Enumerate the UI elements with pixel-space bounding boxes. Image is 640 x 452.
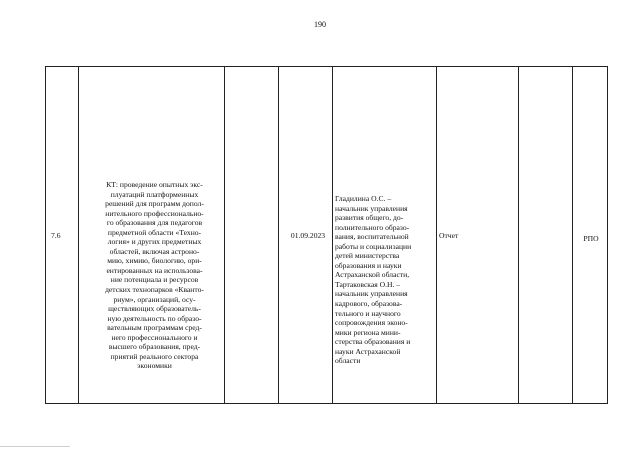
task-description-cell: КТ: проведение опытных экс- плуатаций платформенных решений для программ допол- нительного профессионально- го образования для педагогов предметной области «Техно- логия» и других предметных областей, включая астроно- мию, химию, биологию, ори- ентированных на использова- ние потенциала и ресурсов детских технопарков «Кванто- риум», организаций, осу- ществляющих образователь- ную деятельность по образо- вательным программам сред- него профессионального и высшего образования, пред- приятий реального сектора экономики bbox=[105, 180, 204, 371]
deadline-date-cell: 01.09.2023 bbox=[290, 231, 326, 240]
page-number: 190 bbox=[314, 20, 326, 29]
responsible-persons-cell: Гладилина О.С. – начальник управления развития общего, до- полнительного образо- вания, воспитательной работы и социализации детей министерства образования и науки Астраханской области, Тартаковская О.Н. – начальник управления кадрового, образова- тельного и научного сопровождения эконо- мики региона мини- стерства образования и науки Астраханской области bbox=[335, 194, 412, 366]
result-type-cell: Отчет bbox=[439, 231, 459, 240]
scan-artifact bbox=[0, 446, 70, 447]
column-divider bbox=[518, 67, 519, 403]
column-divider bbox=[224, 67, 225, 403]
column-divider bbox=[78, 67, 79, 403]
column-divider bbox=[436, 67, 437, 403]
column-divider bbox=[572, 67, 573, 403]
row-number-cell: 7.6 bbox=[51, 231, 61, 240]
plan-table bbox=[45, 66, 608, 404]
level-cell: РПО bbox=[583, 234, 599, 243]
